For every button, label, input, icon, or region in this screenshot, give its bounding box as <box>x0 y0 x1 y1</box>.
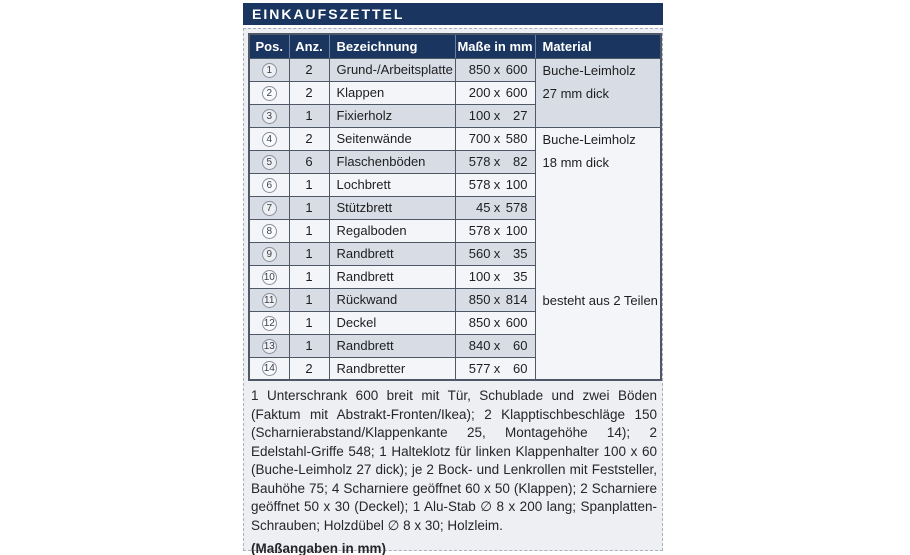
part-name-cell: Seitenwände <box>329 127 455 150</box>
dimensions-cell: 200 x 600 <box>455 81 535 104</box>
dimensions-cell: 100 x 27 <box>455 104 535 127</box>
part-name-cell: Regalboden <box>329 219 455 242</box>
part-name-cell: Randbrett <box>329 334 455 357</box>
material-cell-group1 <box>535 58 661 127</box>
column-header-pos: Pos. <box>249 34 289 58</box>
hardware-list-paragraph: 1 Unterschrank 600 breit mit Tür, Schublade und zwei Böden (Faktum mit Abstrakt-Fronten/Ikea); 2 Klapptischbeschläge 150 (Scharnierabstand/Klappenkante 25, Montagehöhe 14); 2 Edelstahl-Griffe 548; 1 Halteklotz für linken Klappenhalter 100 x 60 (Buche-Leimholz 27 dick); je 2 Bock- und Lenkrollen mit Feststeller, Bauhöhe 75; 4 Scharniere geöffnet 60 x 50 (Klappen); 2 Scharniere geöffnet 50 x 30 (Deckel); 1 Alu-Stab ∅ 8 x 200 lang; Spanplatten-Schrauben; Holzdübel ∅ 8 x 30; Holzleim. <box>251 388 657 533</box>
dimensions-cell: 577 x 60 <box>455 357 535 380</box>
quantity-cell: 2 <box>289 58 329 81</box>
dimensions-cell: 850 x 600 <box>455 311 535 334</box>
dimensions-cell: 578 x 100 <box>455 219 535 242</box>
material-line: Buche-Leimholz <box>542 62 636 78</box>
quantity-cell: 2 <box>289 81 329 104</box>
dimensions-cell: 45 x 578 <box>455 196 535 219</box>
position-badge: 7 <box>262 201 277 216</box>
position-badge: 10 <box>263 271 275 283</box>
part-name-cell: Deckel <box>329 311 455 334</box>
part-name-cell: Randbretter <box>329 357 455 380</box>
quantity-cell: 1 <box>289 219 329 242</box>
position-badge: 8 <box>262 224 277 239</box>
part-name-cell: Fixierholz <box>329 104 455 127</box>
shopping-list-panel <box>243 28 663 555</box>
quantity-cell: 1 <box>289 288 329 311</box>
part-name-cell: Lochbrett <box>329 173 455 196</box>
quantity-cell: 6 <box>289 150 329 173</box>
position-badge: 4 <box>262 132 277 147</box>
material-note: besteht aus 2 Teilen <box>542 292 658 308</box>
parts-table <box>248 33 662 381</box>
material-line: 27 mm dick <box>542 85 609 101</box>
position-badge: 5 <box>262 155 277 170</box>
dimensions-cell: 560 x 35 <box>455 242 535 265</box>
quantity-cell: 1 <box>289 196 329 219</box>
table-row <box>249 127 661 150</box>
position-badge: 13 <box>263 340 275 352</box>
position-badge: 9 <box>262 247 277 262</box>
position-badge: 11 <box>262 293 277 308</box>
part-name-cell: Stützbrett <box>329 196 455 219</box>
position-badge: 14 <box>263 363 275 375</box>
position-badge: 1 <box>262 63 277 78</box>
part-name-cell: Flaschenböden <box>329 150 455 173</box>
column-header-anz: Anz. <box>289 34 329 58</box>
page-title: EINKAUFSZETTEL <box>243 3 663 25</box>
dimensions-cell: 578 x 100 <box>455 173 535 196</box>
column-header-bezeichnung: Bezeichnung <box>329 34 455 58</box>
material-cell-group2 <box>535 127 661 380</box>
column-header-masse: Maße in mm <box>455 34 535 58</box>
quantity-cell: 1 <box>289 265 329 288</box>
quantity-cell: 1 <box>289 173 329 196</box>
quantity-cell: 1 <box>289 311 329 334</box>
footer-block <box>251 387 657 555</box>
measurements-note: (Maßangaben in mm) <box>251 541 387 555</box>
dimensions-cell: 840 x 60 <box>455 334 535 357</box>
quantity-cell: 1 <box>289 334 329 357</box>
table-header-row <box>249 34 661 58</box>
position-badge: 12 <box>263 317 275 329</box>
part-name-cell: Klappen <box>329 81 455 104</box>
part-name-cell: Randbrett <box>329 265 455 288</box>
dimensions-cell: 700 x 580 <box>455 127 535 150</box>
quantity-cell: 1 <box>289 104 329 127</box>
quantity-cell: 1 <box>289 242 329 265</box>
position-badge: 6 <box>262 178 277 193</box>
material-line: Buche-Leimholz <box>542 131 636 147</box>
position-badge: 2 <box>262 86 277 101</box>
dimensions-cell: 100 x 35 <box>455 265 535 288</box>
quantity-cell: 2 <box>289 127 329 150</box>
dimensions-cell: 578 x 82 <box>455 150 535 173</box>
part-name-cell: Rückwand <box>329 288 455 311</box>
dimensions-cell: 850 x 814 <box>455 288 535 311</box>
table-row <box>249 58 661 81</box>
material-line: 18 mm dick <box>542 154 609 170</box>
part-name-cell: Grund-/Arbeitsplatte <box>329 58 455 81</box>
position-badge: 3 <box>262 109 277 124</box>
part-name-cell: Randbrett <box>329 242 455 265</box>
column-header-material: Material <box>535 34 661 58</box>
dimensions-cell: 850 x 600 <box>455 58 535 81</box>
quantity-cell: 2 <box>289 357 329 380</box>
